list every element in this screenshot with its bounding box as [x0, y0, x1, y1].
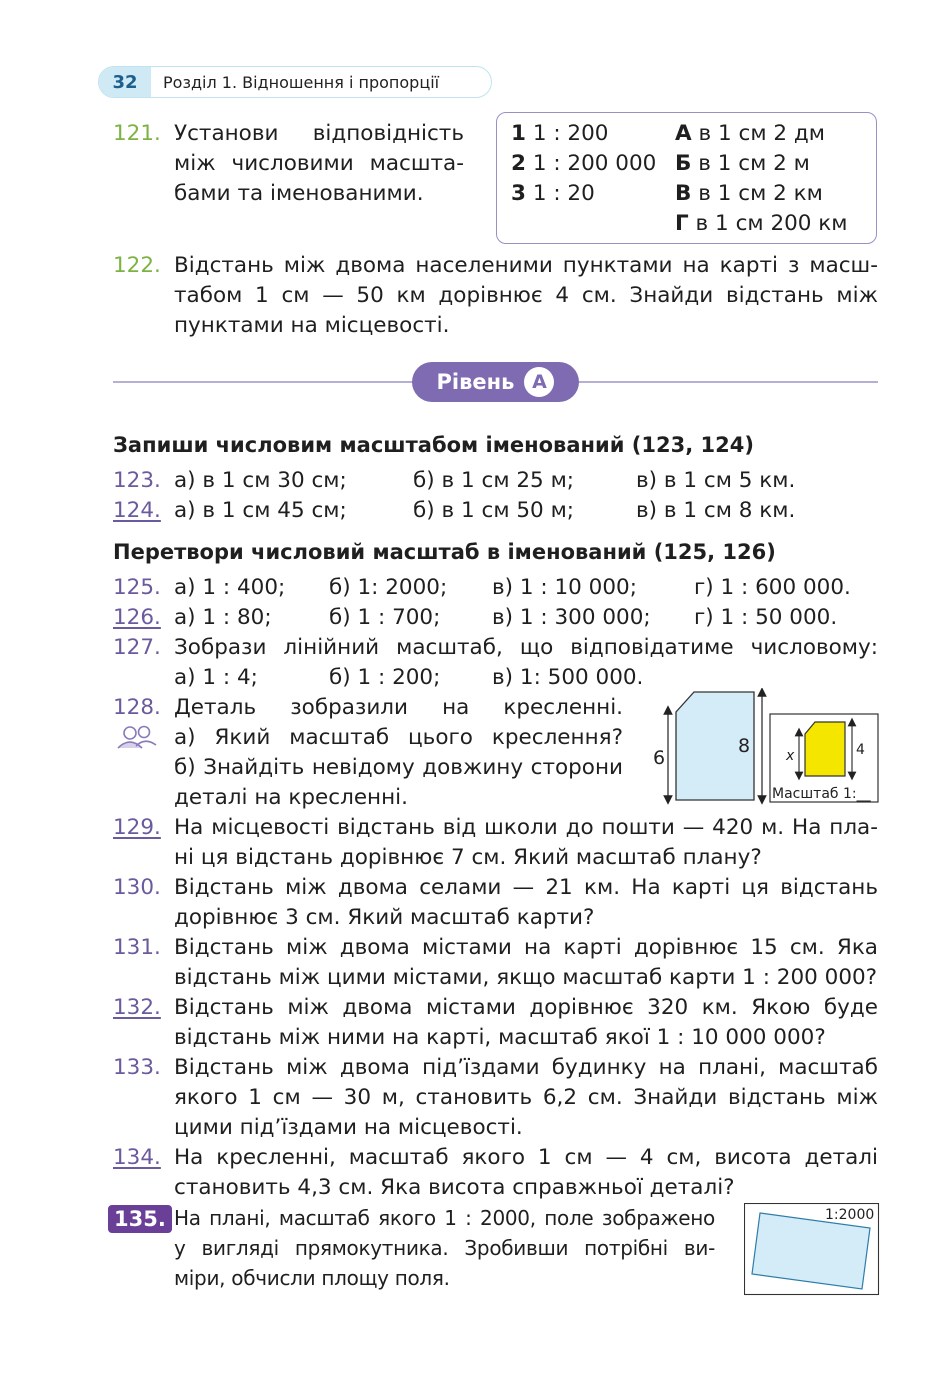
- task-131-line-1: Відстань між двома містами на карті дорівнює 15 см. Яка: [174, 935, 878, 960]
- task-128-line-3: б) Знайдіть невідому довжину сторони: [174, 755, 623, 780]
- task-125-a: а) 1 : 400;: [174, 575, 286, 600]
- task-125-d: г) 1 : 600 000.: [694, 575, 851, 600]
- task-135-number: 135.: [108, 1205, 172, 1233]
- task-132-number: 132.: [113, 995, 161, 1020]
- large-width-label: 6: [653, 747, 666, 769]
- plan-scale-label: 1:2000: [825, 1207, 875, 1223]
- task-127-line-1: Зобрази лінійний масштаб, що відповідатиме числовому:: [174, 635, 878, 660]
- task-122-line-1: Відстань між двома населеними пунктами на карті з масш-: [174, 253, 878, 278]
- task-128-line-4: деталі на кресленні.: [174, 785, 408, 810]
- task-132-line-1: Відстань між двома містами дорівнює 320 км. Якою буде: [174, 995, 878, 1020]
- task-129-line-2: ні ця відстань дорівнює 7 см. Який масштаб плану?: [174, 845, 762, 870]
- section-heading-2: Перетвори числовий масштаб в іменований (125, 126): [113, 540, 776, 564]
- task-123-b: б) в 1 см 25 м;: [413, 468, 575, 493]
- task-126-a: а) 1 : 80;: [174, 605, 272, 630]
- level-divider-left: [113, 381, 413, 383]
- task-121-number: 121.: [113, 121, 161, 146]
- task-123-c: в) в 1 см 5 км.: [636, 468, 796, 493]
- task-131-line-2: відстань між цими містами, якщо масштаб карти 1 : 200 000?: [174, 965, 878, 990]
- match-left-2: 2 1 : 200 000: [511, 151, 657, 176]
- task-135-line-2: у вигляді прямокутника. Зробивши потрібні ви-: [174, 1236, 715, 1260]
- task-122-line-3: пунктами на місцевості.: [174, 313, 450, 338]
- group-work-icon: [114, 724, 160, 750]
- task-132-line-2: відстань між ними на карті, масштаб якої 1 : 10 000 000?: [174, 1025, 826, 1050]
- task-134-line-2: становить 4,3 см. Яка висота справжньої деталі?: [174, 1175, 735, 1200]
- task-128-line-2: а) Який масштаб цього креслення?: [174, 725, 623, 750]
- task-131-number: 131.: [113, 935, 161, 960]
- task-129-line-1: На місцевості відстань від школи до пошти — 420 м. На пла-: [174, 815, 878, 840]
- task-133-line-1: Відстань між двома під’їздами будинку на плані, масштаб: [174, 1055, 878, 1080]
- task-127-number: 127.: [113, 635, 161, 660]
- task-126-number: 126.: [113, 605, 161, 630]
- task-121-line-3: бами та іменованими.: [174, 181, 424, 206]
- task-128-line-1: Деталь зобразили на кресленні.: [174, 695, 623, 720]
- task-122-line-2: табом 1 см — 50 км дорівнює 4 см. Знайди відстань між: [174, 283, 878, 308]
- task-127-b: б) 1 : 200;: [329, 665, 441, 690]
- task-123-a: а) в 1 см 30 см;: [174, 468, 347, 493]
- task-127-c: в) 1: 500 000.: [492, 665, 644, 690]
- match-left-1: 1 1 : 200: [511, 121, 609, 146]
- page-number: 32: [99, 67, 151, 97]
- task-123-number: 123.: [113, 468, 161, 493]
- task-124-b: б) в 1 см 50 м;: [413, 498, 575, 523]
- task-121-line-2: між числовими масшта-: [174, 151, 464, 176]
- task-133-line-2: якого 1 см — 30 м, становить 6,2 см. Знайди відстань між: [174, 1085, 878, 1110]
- large-height-label: 8: [738, 735, 751, 757]
- small-height-label: 4: [856, 742, 865, 758]
- task-125-b: б) 1: 2000;: [329, 575, 448, 600]
- task-121-line-1: Установи відповідність: [174, 121, 464, 146]
- task-126-c: в) 1 : 300 000;: [492, 605, 651, 630]
- task-128-figure: [646, 688, 882, 806]
- task-135-line-3: міри, обчисли площу поля.: [174, 1266, 450, 1290]
- matching-box: [496, 112, 877, 244]
- chapter-title: Розділ 1. Відношення і пропорції: [163, 72, 440, 92]
- unknown-side-label: x: [786, 748, 795, 764]
- section-heading-1: Запиши числовим масштабом іменований (123, 124): [113, 433, 754, 457]
- task-134-number: 134.: [113, 1145, 161, 1170]
- task-135-plan-figure: [744, 1203, 880, 1296]
- match-right-a: А в 1 см 2 дм: [675, 121, 825, 146]
- task-130-line-1: Відстань між двома селами — 21 км. На карті ця відстань: [174, 875, 878, 900]
- task-127-a: а) 1 : 4;: [174, 665, 258, 690]
- task-124-a: а) в 1 см 45 см;: [174, 498, 347, 523]
- task-125-number: 125.: [113, 575, 161, 600]
- match-right-d: Г в 1 см 200 км: [675, 211, 848, 236]
- task-124-c: в) в 1 см 8 км.: [636, 498, 796, 523]
- task-133-number: 133.: [113, 1055, 161, 1080]
- task-126-d: г) 1 : 50 000.: [694, 605, 838, 630]
- task-122-number: 122.: [113, 253, 161, 278]
- task-134-line-1: На кресленні, масштаб якого 1 см — 4 см, висота деталі: [174, 1145, 878, 1170]
- level-badge: [412, 362, 579, 402]
- level-divider-right: [578, 381, 878, 383]
- match-right-b: Б в 1 см 2 м: [675, 151, 810, 176]
- task-135-line-1: На плані, масштаб якого 1 : 2000, поле зображено: [174, 1206, 715, 1230]
- scale-caption: Масштаб 1:__: [772, 786, 871, 802]
- match-left-3: 3 1 : 20: [511, 181, 595, 206]
- task-125-c: в) 1 : 10 000;: [492, 575, 637, 600]
- task-126-b: б) 1 : 700;: [329, 605, 441, 630]
- level-label: Рівень: [436, 370, 515, 394]
- task-130-line-2: дорівнює 3 см. Який масштаб карти?: [174, 905, 595, 930]
- match-right-c: В в 1 см 2 км: [675, 181, 823, 206]
- task-124-number: 124.: [113, 498, 161, 523]
- task-128-number: 128.: [113, 695, 161, 720]
- level-letter: А: [524, 367, 554, 397]
- task-129-number: 129.: [113, 815, 161, 840]
- task-133-line-3: цими під’їздами на місцевості.: [174, 1115, 523, 1140]
- small-part-shape: [805, 722, 845, 776]
- task-130-number: 130.: [113, 875, 161, 900]
- page-header: [98, 66, 492, 98]
